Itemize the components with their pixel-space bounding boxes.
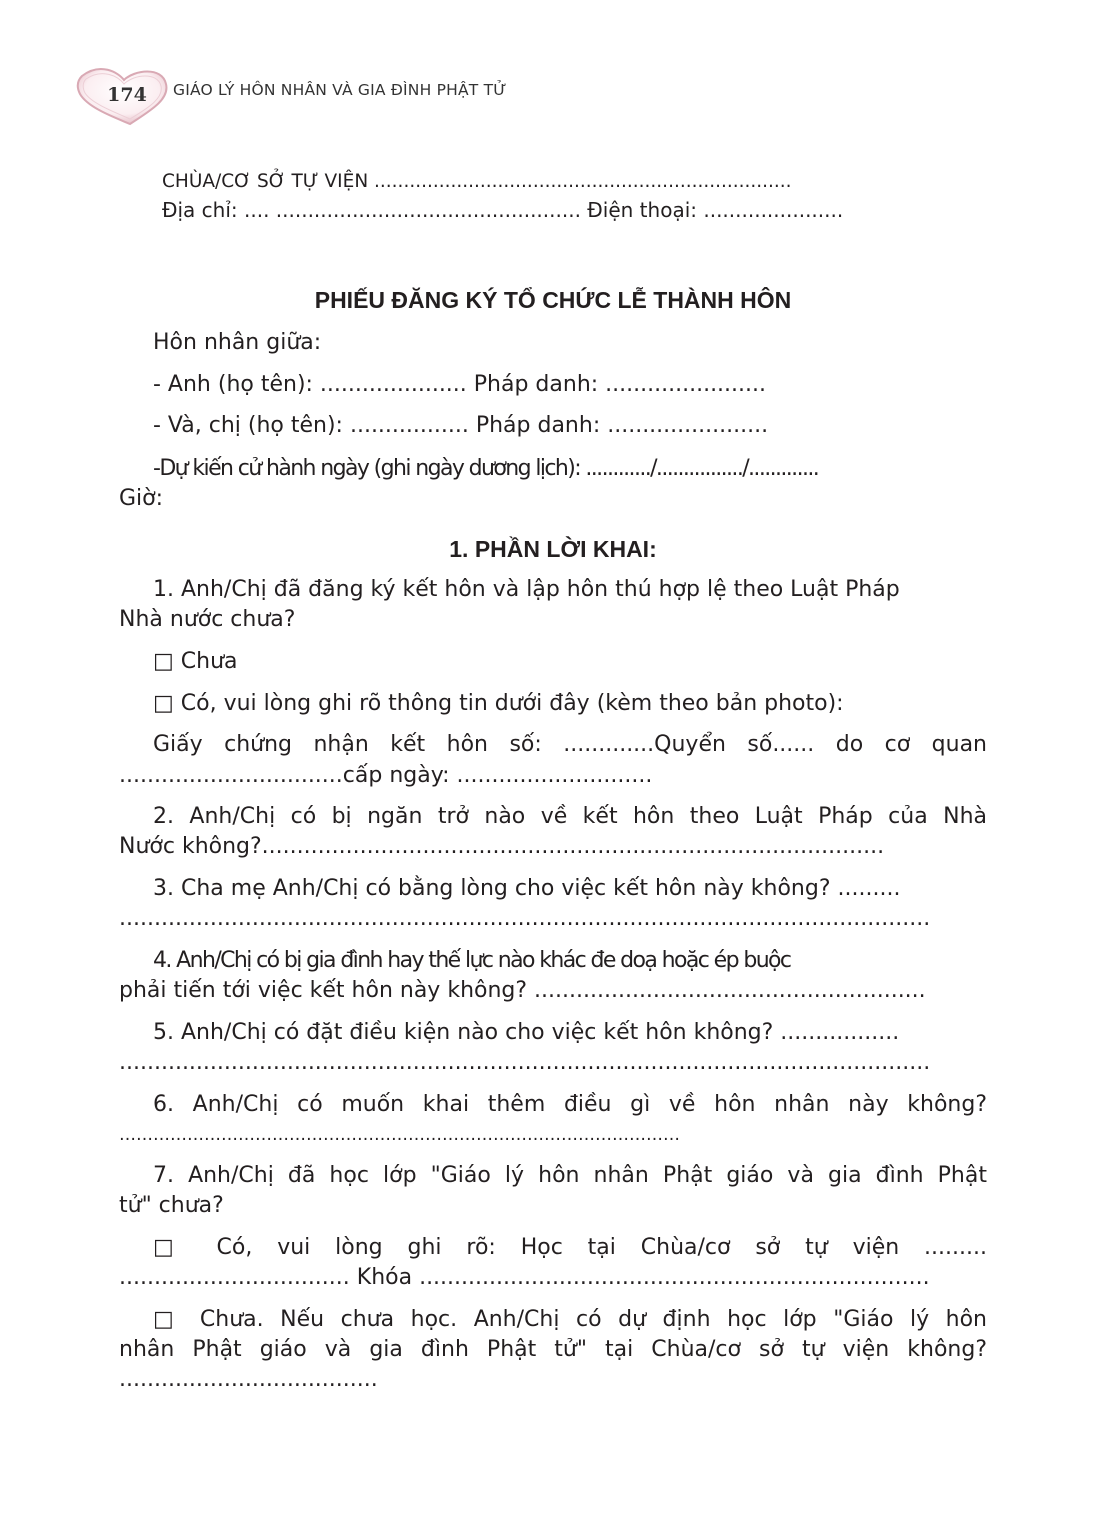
question-6-line2: ……………………………………………………………………………………… — [119, 1125, 680, 1145]
page-header — [72, 66, 632, 130]
question-7-line2: tử" chưa? — [119, 1193, 224, 1218]
page-number: 174 — [107, 84, 147, 106]
section-title: 1. PHẦN LỜI KHAI: — [449, 536, 657, 562]
question-5-line2: .................................................................................................................... — [119, 1050, 931, 1075]
q1-certificate-line1: Giấy chứng nhận kết hôn số: .............Quyển số...... do cơ quan — [153, 732, 987, 757]
marriage-between-label: Hôn nhân giữa: — [153, 330, 322, 355]
question-2-line2: Nước không?......................................................................................... — [119, 834, 885, 859]
q1-option-yes: □ Có, vui lòng ghi rõ thông tin dưới đây (kèm theo bản photo): — [153, 691, 844, 716]
question-3-line1: 3. Cha mẹ Anh/Chị có bằng lòng cho việc kết hôn này không? ......... — [153, 876, 901, 901]
q7-option-yes-line2: ................................. Khóa ......................................................................... — [119, 1265, 930, 1290]
q1-option-no: □ Chưa — [153, 649, 238, 674]
question-4-line2: phải tiến tới việc kết hôn này không? ........................................................ — [119, 978, 926, 1003]
address-phone-field: Địa chỉ: .... ................................................ Điện thoại: ...................... — [162, 198, 844, 222]
q1-certificate-line2: ................................cấp ngày: ............................ — [119, 763, 653, 788]
form-title: PHIẾU ĐĂNG KÝ TỔ CHỨC LỄ THÀNH HÔN — [314, 287, 792, 313]
question-2-line1: 2. Anh/Chị có bị ngăn trở nào về kết hôn theo Luật Pháp của Nhà — [153, 804, 987, 829]
question-1-line2: Nhà nước chưa? — [119, 607, 296, 632]
question-4-line1: 4. Anh/Chị có bị gia đình hay thế lực nào khác đe doạ hoặc ép buộc — [153, 948, 791, 973]
ceremony-date-field: -Dự kiến cử hành ngày (ghi ngày dương lịch): ............/................/............. — [153, 456, 819, 481]
groom-name-field: - Anh (họ tên): ..................... Pháp danh: ....................... — [153, 372, 767, 397]
bride-name-field: - Và, chị (họ tên): ................. Pháp danh: ....................... — [153, 413, 769, 438]
running-title: GIÁO LÝ HÔN NHÂN VÀ GIA ĐÌNH PHẬT TỬ — [173, 81, 507, 99]
pagoda-field: CHÙA/CƠ SỞ TỰ VIỆN ....................................................................... — [162, 171, 792, 192]
question-7-line1: 7. Anh/Chị đã học lớp "Giáo lý hôn nhân Phật giáo và gia đình Phật — [153, 1163, 987, 1188]
q7-option-no-line2: nhân Phật giáo và gia đình Phật tử" tại Chùa/cơ sở tự viện không? — [119, 1337, 987, 1362]
q7-option-yes-line1: □ Có, vui lòng ghi rõ: Học tại Chùa/cơ sở tự viện ......... — [153, 1235, 987, 1260]
question-5-line1: 5. Anh/Chị có đặt điều kiện nào cho việc kết hôn không? ................. — [153, 1020, 900, 1045]
q7-option-no-line3: ..................................... — [119, 1367, 378, 1392]
question-3-line2: .................................................................................................................... — [119, 906, 931, 931]
ceremony-time-field: Giờ: — [119, 486, 164, 511]
question-6-line1: 6. Anh/Chị có muốn khai thêm điều gì về hôn nhân này không? — [153, 1092, 987, 1117]
q7-option-no-line1: □ Chưa. Nếu chưa học. Anh/Chị có dự định học lớp "Giáo lý hôn — [153, 1307, 987, 1332]
question-1-line1: 1. Anh/Chị đã đăng ký kết hôn và lập hôn thú hợp lệ theo Luật Pháp — [153, 577, 900, 602]
